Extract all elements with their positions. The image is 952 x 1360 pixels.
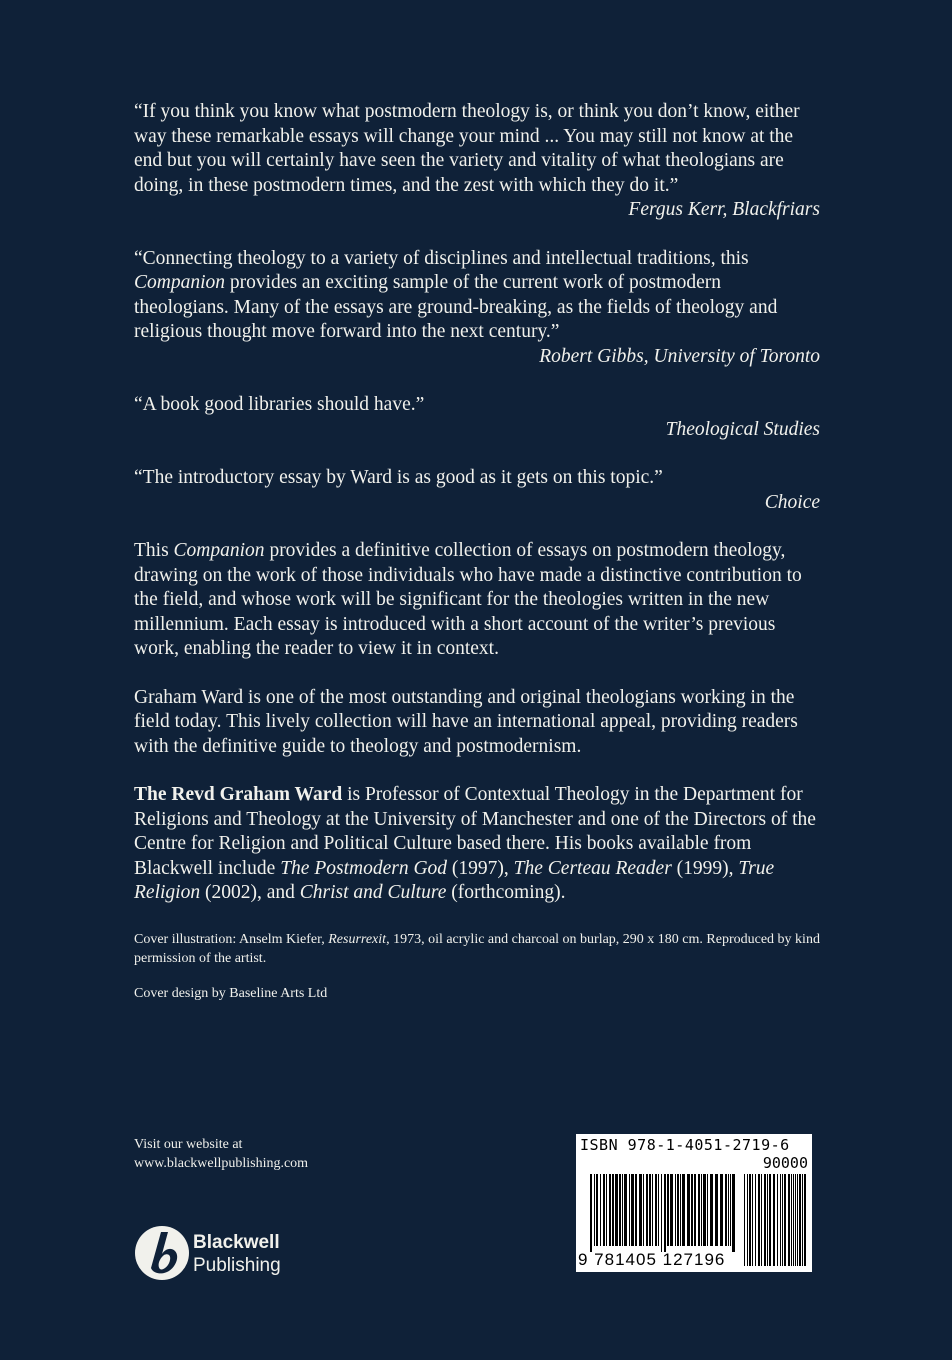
- cover-illustration-credit: Cover illustration: Anselm Kiefer, Resurrexit, 1973, oil acrylic and charcoal on burlap, 290 x 180 cm. Reproduced by kind permission of the artist.: [134, 931, 820, 966]
- barcode-bar: [619, 1174, 621, 1246]
- website-label: Visit our website at: [134, 1137, 243, 1152]
- barcode-bar: [629, 1174, 630, 1246]
- quote-3-attribution: Theological Studies: [665, 418, 820, 440]
- barcode-addon-bar: [797, 1174, 798, 1266]
- barcode-addon-bar: [784, 1174, 786, 1266]
- barcode-addon-bar: [791, 1174, 792, 1266]
- barcode-bar: [667, 1174, 669, 1246]
- barcode-bar: [710, 1174, 713, 1246]
- barcode-addon-bar: [782, 1174, 783, 1266]
- barcode-bar: [720, 1174, 723, 1246]
- barcode-addon-bar: [761, 1174, 762, 1266]
- isbn-text: ISBN 978-1-4051-2719-6: [580, 1136, 790, 1154]
- barcode-addon-bar: [749, 1174, 751, 1266]
- barcode-addon-bar: [769, 1174, 771, 1266]
- barcode-bar: [680, 1174, 681, 1246]
- barcode-bar: [649, 1174, 651, 1246]
- publisher-name-line-1: Blackwell: [193, 1232, 280, 1253]
- barcode-bar: [670, 1174, 673, 1246]
- description-paragraph-1: This Companion provides a definitive collection of essays on postmodern theology, drawing on the work of those individuals who have made a distinctive contribution to the field, and whose work will be significant for the theologies written in the new millennium. Each essay is introduced with a short account of the writer’s previous work, enabling the reader to view it in context.: [134, 540, 802, 659]
- barcode-bar: [691, 1174, 693, 1246]
- barcode-bar: [725, 1174, 727, 1246]
- barcode-bar: [694, 1174, 696, 1246]
- barcode-bar: [606, 1174, 607, 1246]
- barcode-bar: [596, 1174, 598, 1246]
- publisher-name: [193, 1231, 281, 1277]
- barcode-addon-bar: [758, 1174, 760, 1266]
- barcode-bar: [732, 1174, 735, 1252]
- barcode-bar: [624, 1174, 627, 1246]
- barcode-bar: [655, 1174, 657, 1246]
- back-cover-text: [134, 100, 820, 1019]
- barcode-addon-bar: [799, 1174, 801, 1266]
- barcode-bar: [615, 1174, 618, 1246]
- barcode-addon-bar: [752, 1174, 753, 1266]
- quote-1-attribution: Fergus Kerr, Blackfriars: [628, 199, 820, 220]
- cover-design-credit: Cover design by Baseline Arts Ltd: [134, 985, 328, 1001]
- barcode-addon-bar: [802, 1174, 803, 1266]
- barcode-bar: [730, 1174, 731, 1246]
- barcode-addon-bar: [773, 1174, 775, 1266]
- barcode-bar: [658, 1174, 659, 1246]
- barcode-bar: [703, 1174, 706, 1246]
- barcode-bar: [701, 1174, 702, 1246]
- barcode-addon-bar: [764, 1174, 766, 1266]
- quote-4-attribution: Choice: [764, 491, 820, 513]
- barcode-bar: [707, 1174, 708, 1246]
- barcode-bar: [612, 1174, 614, 1246]
- description-paragraph-2: Graham Ward is one of the most outstanding and original theologians working in the field today. This lively collection will have an international appeal, providing readers with the definitive guide to theology and postmodernism.: [134, 686, 798, 757]
- barcode-bar: [675, 1174, 676, 1246]
- barcode-bar: [590, 1174, 592, 1252]
- barcode-bar: [622, 1174, 623, 1246]
- barcode-addon-bar: [747, 1174, 748, 1266]
- website-block: [134, 1135, 308, 1173]
- barcode-bar: [661, 1174, 662, 1252]
- barcode-bar: [600, 1174, 601, 1246]
- barcode-addon-bar: [777, 1174, 778, 1266]
- isbn-barcode: [576, 1134, 812, 1272]
- quote-2-text: “Connecting theology to a variety of disciplines and intellectual traditions, this Companion provides an exciting sample of the current work of postmodern theologians. Many of the essays are ground-breaking, as the fields of theology and religious thought move forward into the next century.”: [134, 247, 778, 342]
- barcode-bar: [664, 1174, 666, 1252]
- author-bio: The Revd Graham Ward is Professor of Contextual Theology in the Department for Religions and Theology at the University of Manchester and one of the Directors of the Centre for Religion and Political Culture based there. His books available from Blackwell include The Postmodern God (1997), The Certeau Reader (1999), True Religion (2002), and Christ and Culture (forthcoming).: [134, 784, 816, 903]
- barcode-bar: [687, 1174, 690, 1246]
- barcode-addon-bar: [780, 1174, 781, 1266]
- barcode-addon-bar: [804, 1174, 806, 1266]
- price-code-text: 90000: [762, 1154, 808, 1172]
- quote-4-text: “The introductory essay by Ward is as good as it gets on this topic.”: [134, 467, 663, 488]
- barcode-bar: [682, 1174, 685, 1246]
- barcode-addon-bar: [755, 1174, 756, 1266]
- publisher-logo: [134, 1222, 294, 1282]
- barcode-addon-bar: [788, 1174, 790, 1266]
- barcode-bar: [677, 1174, 679, 1246]
- barcode-addon-bar: [795, 1174, 796, 1266]
- blackwell-b-logo-icon: [134, 1224, 190, 1282]
- quote-3-text: “A book good libraries should have.”: [134, 394, 425, 415]
- barcode-bar: [594, 1174, 595, 1246]
- barcode-bar: [631, 1174, 634, 1246]
- barcode-bar: [698, 1174, 700, 1246]
- barcode-bar: [715, 1174, 718, 1246]
- barcode-addon-bar: [767, 1174, 768, 1266]
- barcode-bar: [609, 1174, 611, 1246]
- barcode-bar: [639, 1174, 642, 1246]
- quote-1-text: “If you think you know what postmodern theology is, or think you don’t know, either way these remarkable essays will change your mind ... You may still not know at the end but you will certainly have seen the variety and vitality of what theologians are doing, in these postmodern times, and the zest with which they do it.”: [134, 101, 800, 196]
- barcode-bar: [643, 1174, 644, 1246]
- publisher-name-line-2: Publishing: [193, 1255, 281, 1276]
- barcode-addon-bar: [793, 1174, 794, 1266]
- ean-text: 9 781405 127196: [578, 1250, 726, 1269]
- quote-2-attribution: Robert Gibbs, University of Toronto: [539, 345, 820, 367]
- barcode-bar: [603, 1174, 605, 1246]
- website-url[interactable]: www.blackwellpublishing.com: [134, 1156, 309, 1171]
- barcode-bar: [728, 1174, 729, 1246]
- barcode-bar: [652, 1174, 653, 1246]
- barcode-bar: [646, 1174, 648, 1246]
- barcode-addon-bar: [744, 1174, 745, 1266]
- barcode-bar: [635, 1174, 637, 1246]
